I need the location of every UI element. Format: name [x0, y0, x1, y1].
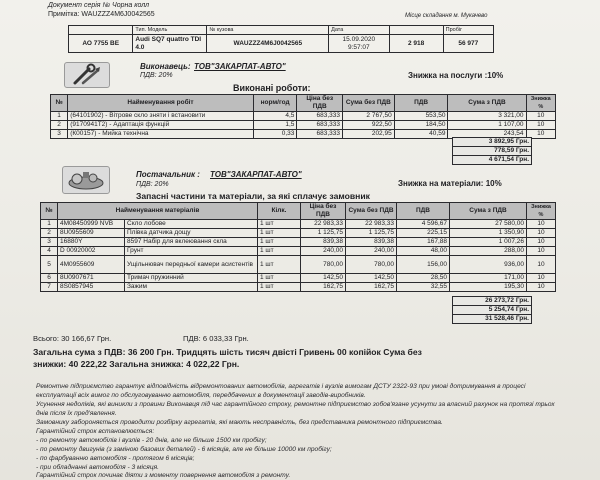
table-row: 2 8U0955609 Плівка датчика дощу 1 шт 1 125,75 1 125,75 225,15 1 350,90 10	[41, 229, 556, 238]
car-plate: АО 7755 ВЕ	[69, 35, 133, 53]
grand-total-net: Всього: 30 166,67 Грн.	[33, 334, 112, 343]
vin-label: № кузова	[207, 26, 329, 35]
col-qty: Кілк.	[258, 203, 301, 220]
parts-vat: ПДВ: 20%	[136, 181, 169, 188]
table-row: 4 D 00920002 Грунт 1 шт 240,00 240,00 48,00 288,00 10	[41, 247, 556, 256]
works-total-gross: 4 671,54 Грн.	[453, 156, 532, 165]
works-table	[50, 94, 556, 139]
supplier-name: ТОВ"ЗАКАРПАТ-АВТО"	[210, 170, 302, 179]
terms-paragraph-9: Гарантійний строк починає діяти з моменту повернення автомобіля з ремонту.	[36, 472, 291, 479]
col-price: Ціна без ПДВ	[297, 95, 343, 112]
col-vat: ПДВ	[394, 95, 448, 112]
car-date: 15.09.2020 9:57:07	[329, 35, 389, 53]
terms-paragraph-4: Гарантійний строк встановлюється:	[36, 428, 155, 435]
parts-total-gross: 31 528,46 Грн.	[453, 315, 532, 324]
place-note: Місце складання м. Мукачево	[405, 13, 488, 19]
col-sum-vat: Сума з ПДВ	[450, 203, 527, 220]
table-row: 6 8U0907671 Тримач пружинний 1 шт 142,50 142,50 28,50 171,00 10	[41, 274, 556, 283]
parts-title: Запасні частини та матеріали, за які сплачує замовник	[136, 191, 370, 201]
works-title: Виконані роботи:	[233, 83, 311, 93]
date-label: Дата	[329, 26, 389, 35]
table-row: 7 8S0857945 Зажим 1 шт 162,75 162,75 32,55 195,30 10	[41, 283, 556, 292]
executor-label: Виконавець:	[140, 62, 191, 71]
table-row: 1 (64101902) - Вітрове скло зняти і встановити 4,5 683,333 2 767,50 553,50 3 321,00 10	[51, 112, 556, 121]
vehicle-table	[68, 25, 494, 53]
parts-totals	[452, 296, 532, 324]
table-row: 1 4M08450999 NVB Скло лобове 1 шт 22 983,33 22 983,33 4 596,67 27 580,00 10	[41, 220, 556, 229]
col-price: Ціна без ПДВ	[301, 203, 346, 220]
col5-label	[389, 26, 443, 35]
vin-note: Примітка: WAUZZZ4M6J0042565	[48, 11, 155, 18]
works-total-net: 3 892,95 Грн.	[453, 138, 532, 147]
col-sum-vat: Сума з ПДВ	[448, 95, 526, 112]
model-label: Тип. Модель	[133, 26, 207, 35]
works-vat: ПДВ: 20%	[140, 72, 173, 79]
parts-discount: Знижка на матеріали: 10%	[398, 179, 502, 188]
parts-total-net: 26 273,72 Грн.	[453, 297, 532, 306]
col-material-name: Найменування матеріалів	[58, 203, 258, 220]
tools-logo	[64, 62, 110, 88]
col-num: №	[41, 203, 58, 220]
discount-line: знижки: 40 222,22 Загальна знижка: 4 022,22 Грн.	[33, 359, 240, 369]
grand-total-line: Загальна сума з ПДВ: 36 200 Грн. Тридцять шість тисяч двісті Гривень 00 копійок Сума без	[33, 347, 422, 357]
terms-paragraph-6: - по ремонту двигунів (з заміною базових деталей) - 6 місяців, але не більше 10000 км пробігу;	[36, 446, 332, 453]
col-sum: Сума без ПДВ	[346, 203, 397, 220]
car-col5: 2 918	[389, 35, 443, 53]
grand-total-vat: ПДВ: 6 033,33 Грн.	[183, 334, 249, 343]
col-hours: норм/год	[253, 95, 297, 112]
terms-paragraph-7: - по фарбуванню автомобіля - протягом 6 місяців;	[36, 455, 195, 462]
executor-name: ТОВ"ЗАКАРПАТ-АВТО"	[194, 62, 286, 71]
car-model: Audi SQ7 quattro TDI 4.0	[133, 35, 207, 53]
terms-paragraph-1: Ремонтне підприємство гарантує відповідність відремонтованих автомобілів, агрегатів і вузлів вимогам ДСТУ 2322-93 при умові дотримування в процесі експлуатації всіх вимог по обслуговуванню автомобіля, передбачених в документації заводів-виробників.	[36, 383, 526, 399]
parts-logo	[62, 166, 110, 194]
parts-table	[40, 202, 556, 292]
col-work-name: Найменування робіт	[68, 95, 254, 112]
table-row: 5 4M0955609 Ущільнювач передньої камери асистентів 1 шт 780,00 780,00 156,00 936,00 10	[41, 256, 556, 274]
col-discount: Знижка %	[527, 203, 556, 220]
doc-line: Документ серія № Чорна колл	[48, 2, 150, 9]
parts-total-vat: 5 254,74 Грн.	[453, 306, 532, 315]
car-vin: WAUZZZ4M6J0042565	[207, 35, 329, 53]
wrench-icon	[65, 63, 109, 87]
terms-paragraph-2: Усунення недоліків, які виникли з провини Виконавця під час гарантійного строку, ремонтне підприємство зобов'язане усунути за власний рахунок на протязі трьох днів після їх пред'явлення.	[36, 401, 555, 417]
car-parts-icon	[63, 167, 109, 193]
supplier-label: Постачальник :	[136, 170, 200, 179]
mileage-label: Пробіг	[443, 26, 493, 35]
table-row: 2 (9170941T2) - Адаптація функцій 1,5 683,333 922,50 184,50 1 107,00 10	[51, 121, 556, 130]
col-vat: ПДВ	[397, 203, 450, 220]
table-row: 3 16880Y 8597 Набір для вклеювання скла 1 шт 839,38 839,38 167,88 1 007,26 10	[41, 238, 556, 247]
col-sum: Сума без ПДВ	[343, 95, 395, 112]
works-discount: Знижка на послуги :10%	[408, 71, 504, 80]
terms-paragraph-8: - при обладнанні автомобіля - 3 місяця.	[36, 464, 159, 471]
works-totals	[452, 137, 532, 165]
col-discount: Знижка %	[526, 95, 555, 112]
table-row: 3 (К00157) - Мийка технічна 0,33 683,333 202,95 40,59 243,54 10	[51, 130, 556, 139]
car-mileage: 56 977	[443, 35, 493, 53]
terms-paragraph-5: - по ремонту автомобілів і вузлів - 20 днів, але не більше 1500 км пробігу;	[36, 437, 267, 444]
terms-paragraph-3: Замовнику забороняється проводити розбірку агрегатів, які мають несправність, без представника ремонтного підприємства.	[36, 419, 443, 426]
col-num: №	[51, 95, 68, 112]
works-total-vat: 778,59 Грн.	[453, 147, 532, 156]
